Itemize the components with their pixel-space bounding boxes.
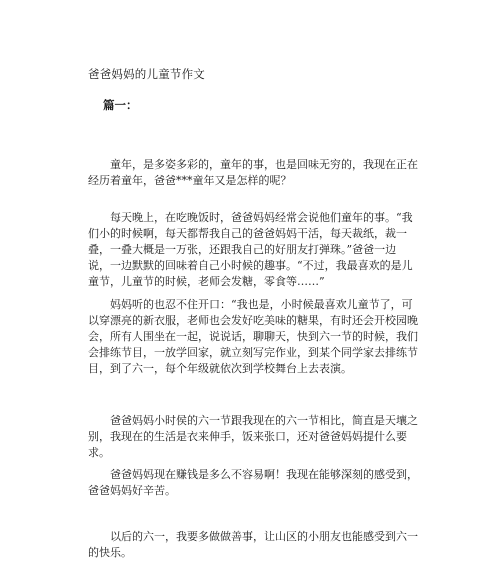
paragraph-4: 爸爸妈妈小时侯的六一节跟我现在的六一节相比，简直是天壤之别，我现在的生活是衣来伸手，饭来张口，还对爸爸妈妈提什么要求。 xyxy=(88,414,418,459)
paragraph-3: 妈妈听的也忍不住开口：“我也是，小时候最喜欢儿童节了，可以穿漂亮的新衣服，老师也会发好吃美味的糖果，有时还会开校园晚会，所有人围坐在一起，说说话，聊聊天，快到六一节的时候，我们会排练节目，一放学回家，就立刻写完作业，到某个同学家去排练节目，到了六一，每个年级就依次到学校舞台上去表演。 xyxy=(88,298,418,375)
paragraph-6: 以后的六一，我要多做做善事，让山区的小朋友也能感受到六一的快乐。 xyxy=(88,530,418,559)
paragraph-5: 爸爸妈妈现在赚钱是多么不容易啊！我现在能够深刻的感受到，爸爸妈妈好辛苦。 xyxy=(88,468,418,497)
paragraph-2: 每天晚上，在吃晚饭时，爸爸妈妈经常会说他们童年的事。“我们小的时候啊，每天都帮我自己的爸爸妈妈干活，每天裁纸，裁一叠，一叠大概是一万张，还跟我自己的好朋友打弹珠。”爸爸一边说，一边默默的回味着自己小时候的趣事。“不过，我最喜欢的是儿童节，儿童节的时候，老师会发糖，零食等……” xyxy=(88,211,413,288)
section-heading: 篇一： xyxy=(103,98,138,112)
paragraph-1: 童年，是多姿多彩的，童年的事，也是回味无穷的，我现在正在经历着童年，爸爸***童年又是怎样的呢？ xyxy=(88,158,418,187)
document-title: 爸爸妈妈的儿童节作文 xyxy=(88,67,205,81)
